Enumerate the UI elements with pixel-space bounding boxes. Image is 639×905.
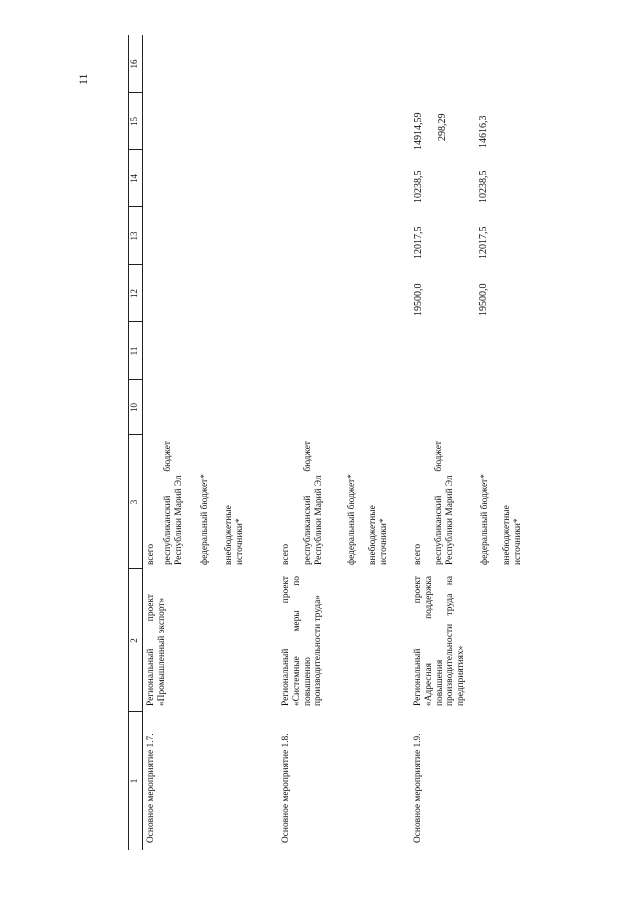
source-federal-1-7: федеральный бюджет* <box>200 474 210 565</box>
value-1-9-total-c15: 14914,59 <box>413 112 424 150</box>
activity-1-7: Основное мероприятие 1.7. <box>146 733 156 843</box>
value-1-9-federal-c15: 14616,3 <box>478 115 489 148</box>
source-federal-1-8: федеральный бюджет* <box>347 474 357 565</box>
source-offbudget-1-8: внебюджетные источники* <box>368 505 389 565</box>
header-col-14: 14 <box>129 174 139 183</box>
project-1-8: Региональный проект «Системные меры по повышению производительности труда» <box>281 576 324 706</box>
source-offbudget-1-7: внебюджетные источники* <box>224 505 245 565</box>
source-offbudget-1-9: внебюджетные источники* <box>502 505 523 565</box>
header-col-11: 11 <box>129 346 139 356</box>
header-col-2: 2 <box>129 638 139 643</box>
source-republican-1-9: республиканский бюджет Республики Марий Эл <box>434 441 455 565</box>
value-1-9-total-c14: 10238,5 <box>413 170 424 203</box>
source-total-1-7: всего <box>146 543 156 565</box>
project-1-7: Региональный проект «Промышленный экспорт» <box>146 594 167 706</box>
value-1-9-federal-c14: 10238,5 <box>478 170 489 203</box>
activity-1-9: Основное мероприятие 1.9. <box>413 733 423 843</box>
value-1-9-total-c12: 19500,0 <box>413 283 424 316</box>
activity-1-8: Основное мероприятие 1.8. <box>281 733 291 843</box>
header-col-15: 15 <box>129 117 139 126</box>
value-1-9-republican-c15: 298,29 <box>437 113 448 141</box>
header-col-1: 1 <box>129 778 139 784</box>
header-col-13: 13 <box>129 231 139 241</box>
source-federal-1-9: федеральный бюджет* <box>480 474 490 565</box>
value-1-9-total-c13: 12017,5 <box>413 226 424 259</box>
value-1-9-federal-c13: 12017,5 <box>478 226 489 259</box>
header-bottom-line <box>142 35 143 850</box>
page-number: 11 <box>76 73 90 85</box>
source-total-1-9: всего <box>413 543 423 565</box>
header-col-10: 10 <box>129 403 139 412</box>
header-col-3: 3 <box>129 499 139 505</box>
source-republican-1-8: республиканский бюджет Республики Марий Эл <box>303 441 324 565</box>
header-col-16: 16 <box>129 59 139 69</box>
project-1-9: Региональный проект «Адресная поддержка повышения производительности труда на предприятиях» <box>413 576 467 706</box>
header-col-12: 12 <box>129 289 139 298</box>
source-total-1-8: всего <box>281 543 291 565</box>
value-1-9-federal-c12: 19500,0 <box>478 283 489 316</box>
source-republican-1-7: республиканский бюджет Республики Марий Эл <box>163 441 184 565</box>
